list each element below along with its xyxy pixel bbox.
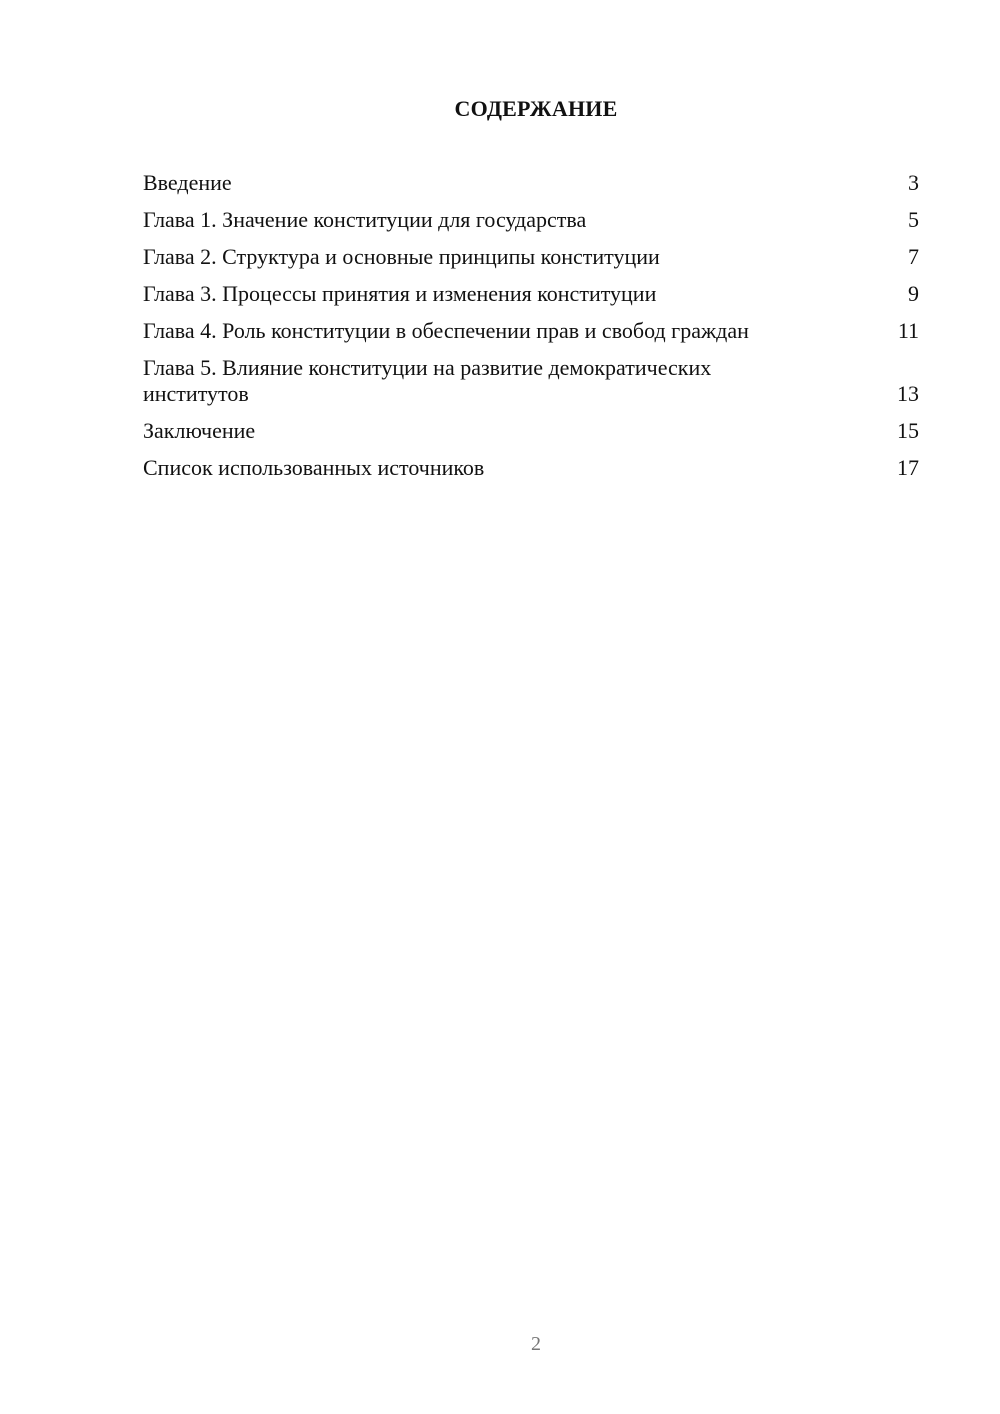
toc-entry-page: 11	[897, 318, 919, 343]
toc-entry-label: Глава 1. Значение конституции для государства	[143, 207, 587, 232]
toc-entry-label: Глава 4. Роль конституции в обеспечении прав и свобод граждан	[143, 318, 749, 343]
toc-title: СОДЕРЖАНИЕ	[454, 96, 618, 121]
toc-entry-chapter-2	[143, 244, 919, 270]
table-of-contents	[143, 170, 919, 492]
toc-entry-label: Список использованных источников	[143, 455, 485, 480]
toc-entry-label: Введение	[143, 170, 232, 195]
toc-entry-page: 15	[897, 418, 919, 443]
toc-entry-label: Глава 2. Структура и основные принципы конституции	[143, 244, 660, 269]
toc-entry-page: 3	[908, 170, 919, 195]
toc-entry-label: Глава 5. Влияние конституции на развитие демократических институтов	[143, 355, 712, 406]
toc-entry-page: 13	[897, 381, 919, 406]
toc-entry-chapter-1	[143, 207, 919, 233]
page-number: 2	[531, 1333, 541, 1355]
toc-entry-chapter-5	[143, 355, 919, 407]
toc-entry-page: 7	[908, 244, 919, 269]
toc-entry-chapter-3	[143, 281, 919, 307]
toc-entry-references	[143, 455, 919, 481]
toc-entry-label: Глава 3. Процессы принятия и изменения конституции	[143, 281, 657, 306]
toc-entry-page: 9	[908, 281, 919, 306]
toc-entry-chapter-4	[143, 318, 919, 344]
toc-entry-conclusion	[143, 418, 919, 444]
toc-entry-page: 5	[908, 207, 919, 232]
toc-entry-label: Заключение	[143, 418, 256, 443]
toc-entry-page: 17	[897, 455, 919, 480]
toc-entry-introduction	[143, 170, 919, 196]
